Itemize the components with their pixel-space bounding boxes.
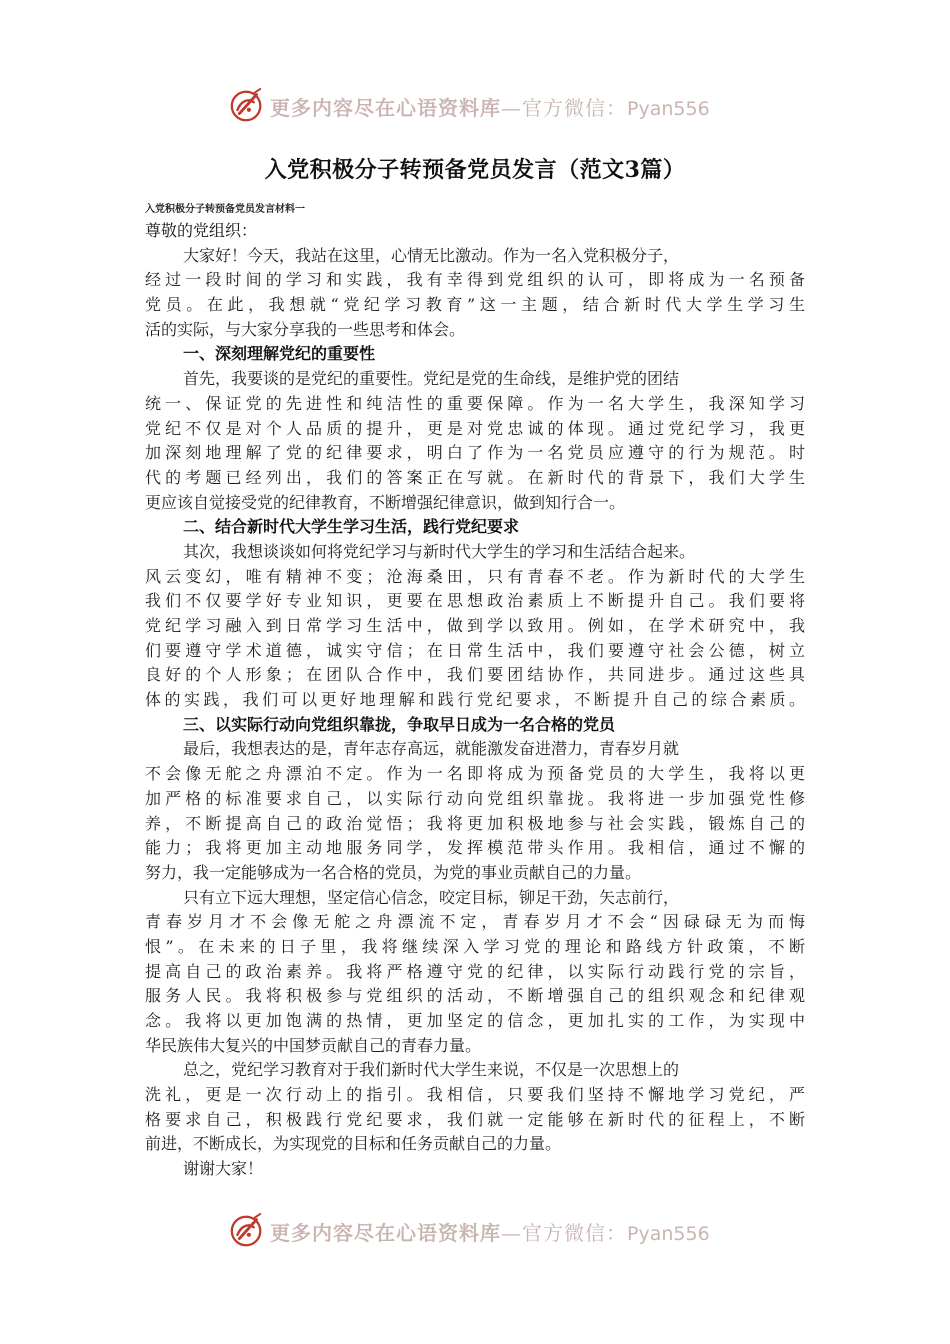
text-line: 我们不仅要学好专业知识，更要在思想政治素质上不断提升自己。我们要将	[145, 591, 805, 611]
text-line: 们要遵守学术道德，诚实守信；在日常生活中，我们要遵守社会公德，树立	[145, 640, 805, 660]
text-line: 代的考题已经列出，我们的答案正在写就。在新时代的背景下，我们大学生	[145, 467, 805, 487]
text-line: 不会像无舵之舟漂泊不定。作为一名即将成为预备党员的大学生，我将以更	[145, 764, 805, 784]
text-line: 加严格的标准要求自己，以实际行动向党组织靠拢。我将进一步加强党性修	[145, 788, 805, 808]
watermark-banner-top	[0, 80, 950, 130]
text-line: 前进，不断成长，为实现党的目标和任务贡献自己的力量。	[145, 1134, 562, 1154]
text-line: 党员。在此，我想就“党纪学习教育”这一主题，结合新时代大学生学习生	[145, 295, 805, 315]
text-line: 念。我将以更加饱满的热情，更加坚定的信念，更加扎实的工作，为实现中	[145, 1011, 805, 1030]
watermark-banner-bottom	[0, 1205, 950, 1255]
text-line: 党纪学习融入到日常学习生活中，做到学以致用。例如，在学术研究中，我	[145, 616, 805, 635]
paragraph-lines	[145, 244, 805, 1182]
section-heading: 二、结合新时代大学生学习生活，践行党纪要求	[183, 517, 520, 537]
text-line: 养，不断提高自己的政治觉悟；我将更加积极地参与社会实践，锻炼自己的	[145, 813, 805, 833]
brand-logo-icon	[228, 87, 266, 125]
salutation: 尊敬的党组织：	[145, 221, 258, 240]
document-body	[145, 219, 805, 1182]
watermark-brand: 更多内容尽在心语资料库	[270, 1220, 501, 1245]
watermark-dash: —	[501, 95, 522, 120]
text-line: 活的实际，与大家分享我的一些思考和体会。	[145, 319, 466, 339]
text-line: 良好的个人形象；在团队合作中，我们要团结协作，共同进步。通过这些具	[145, 665, 805, 685]
text-line: 恨”。在未来的日子里，我将继续深入学习党的理论和路线方针政策，不断	[145, 936, 805, 956]
text-line: 总之，党纪学习教育对于我们新时代大学生来说，不仅是一次思想上的	[183, 1060, 680, 1080]
text-line: 提高自己的政治素养。我将严格遵守党的纪律，以实际行动践行党的宗旨，	[145, 961, 805, 981]
text-line: 最后，我想表达的是，青年志存高远，就能激发奋进潜力，青春岁月就	[183, 739, 680, 759]
text-line: 更应该自觉接受党的纪律教育，不断增强纪律意识，做到知行合一。	[145, 492, 626, 512]
section-heading: 一、深刻理解党纪的重要性	[183, 344, 376, 364]
watermark-text	[270, 92, 710, 121]
text-line: 华民族伟大复兴的中国梦贡献自己的青春力量。	[145, 1035, 482, 1055]
watermark-label: 官方微信：	[522, 95, 627, 120]
text-line: 青春岁月才不会像无舵之舟漂流不定，青春岁月才不会“因碌碌无为而悔	[145, 912, 805, 932]
text-line: 其次，我想谈谈如何将党纪学习与新时代大学生的学习和生活结合起来。	[183, 541, 696, 561]
text-line: 统一、保证党的先进性和纯洁性的重要保障。作为一名大学生，我深知学习	[145, 393, 805, 413]
document-subtitle: 入党积极分子转预备党员发言材料一	[145, 204, 305, 215]
text-line: 体的实践，我们可以更好地理解和践行党纪要求，不断提升自己的综合素质。	[145, 690, 805, 710]
text-line: 能力；我将更加主动地服务同学，发挥模范带头作用。我相信，通过不懈的	[145, 838, 805, 858]
watermark-wechat-id: Pyan556	[627, 1222, 710, 1245]
text-line: 服务人民。我将积极参与党组织的活动，不断增强自己的组织观念和纪律观	[145, 986, 805, 1006]
text-line: 格要求自己，积极践行党纪要求，我们就一定能够在新时代的征程上，不断	[145, 1109, 805, 1129]
text-line: 谢谢大家！	[183, 1159, 264, 1179]
text-line: 经过一段时间的学习和实践，我有幸得到党组织的认可，即将成为一名预备	[145, 270, 805, 290]
text-line: 努力，我一定能够成为一名合格的党员，为党的事业贡献自己的力量。	[145, 862, 642, 882]
text-line: 只有立下远大理想，坚定信心信念，咬定目标，铆足干劲，矢志前行，	[183, 887, 680, 907]
watermark-text	[270, 1217, 710, 1246]
document-title: 入党积极分子转预备党员发言（范文3篇）	[264, 157, 686, 183]
text-line: 首先，我要谈的是党纪的重要性。党纪是党的生命线，是维护党的团结	[183, 369, 680, 389]
watermark-label: 官方微信：	[522, 1220, 627, 1245]
section-heading: 三、以实际行动向党组织靠拢，争取早日成为一名合格的党员	[183, 714, 616, 734]
watermark-brand: 更多内容尽在心语资料库	[270, 95, 501, 120]
brand-logo-icon	[228, 1212, 266, 1250]
text-line: 大家好！今天，我站在这里，心情无比激动。作为一名入党积极分子，	[183, 245, 680, 265]
text-line: 洗礼，更是一次行动上的指引。我相信，只要我们坚持不懈地学习党纪，严	[145, 1085, 805, 1105]
text-line: 加深刻地理解了党的纪律要求，明白了作为一名党员应遵守的行为规范。时	[145, 443, 805, 463]
watermark-wechat-id: Pyan556	[627, 97, 710, 120]
watermark-dash: —	[501, 1220, 522, 1245]
text-line: 党纪不仅是对个人品质的提升，更是对党忠诚的体现。通过党纪学习，我更	[145, 418, 805, 438]
text-line: 风云变幻，唯有精神不变；沧海桑田，只有青春不老。作为新时代的大学生	[145, 566, 805, 586]
